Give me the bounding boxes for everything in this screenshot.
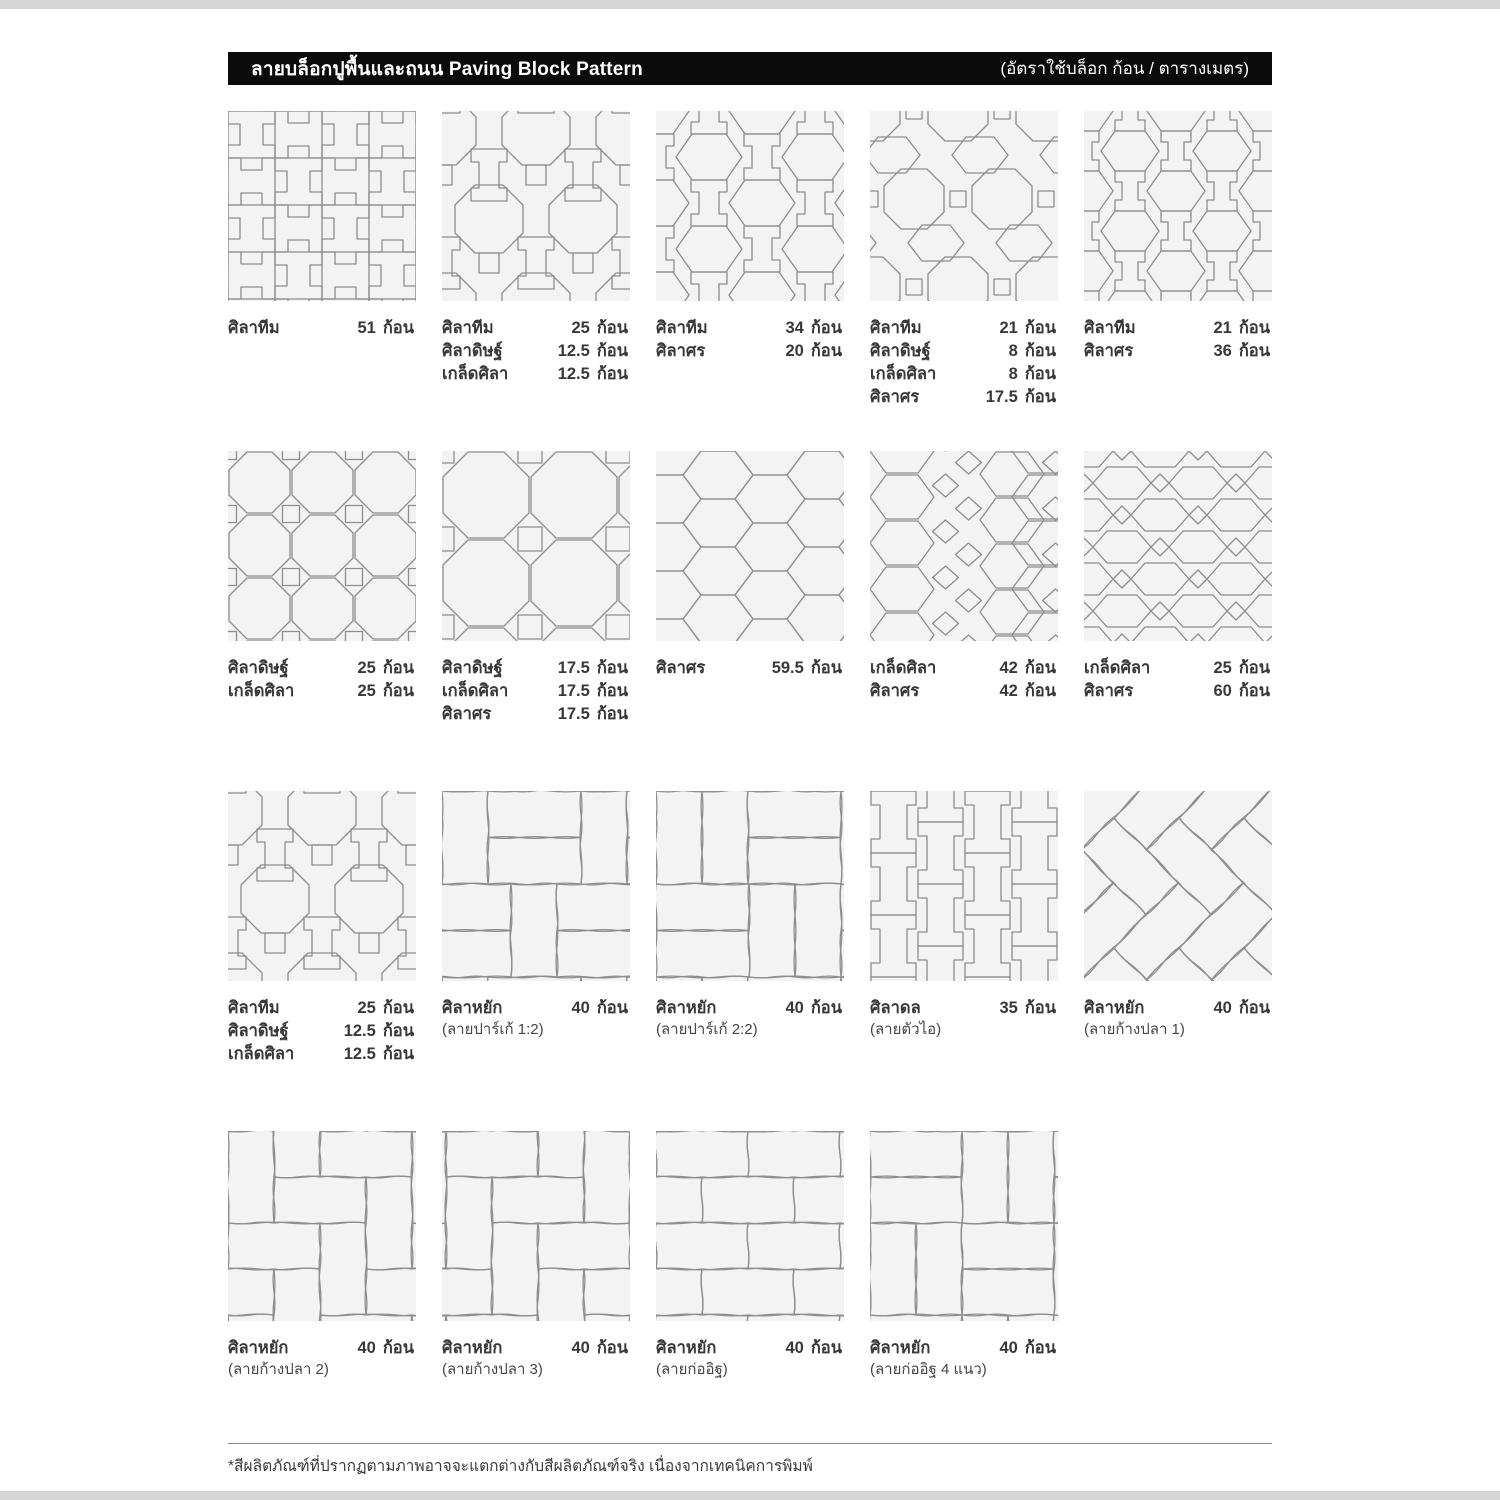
qty-number: 25 bbox=[357, 659, 376, 677]
qty-unit: ก้อน bbox=[382, 659, 414, 677]
pattern-label bbox=[656, 1337, 844, 1381]
pattern-line bbox=[442, 340, 630, 363]
qty-unit: ก้อน bbox=[382, 1045, 414, 1063]
qty-unit: ก้อน bbox=[810, 342, 842, 360]
pattern-line bbox=[442, 1337, 630, 1360]
qty-unit: ก้อน bbox=[596, 342, 628, 360]
pattern-line bbox=[228, 1337, 416, 1360]
qty-number: 40 bbox=[357, 1339, 376, 1357]
pattern-name: ศิลาดิษฐ์ bbox=[442, 342, 503, 360]
pattern-swatch bbox=[442, 791, 630, 981]
pattern-label bbox=[870, 997, 1058, 1041]
rate-note: (อัตราใช้บล็อก ก้อน / ตารางเมตร) bbox=[1000, 59, 1249, 78]
qty-unit: ก้อน bbox=[810, 999, 842, 1017]
pattern-variant: (ลายก้างปลา 2) bbox=[228, 1361, 329, 1378]
qty-unit: ก้อน bbox=[810, 319, 842, 337]
pattern-cell bbox=[1084, 791, 1272, 1131]
pattern-name: ศิลาหยัก bbox=[442, 1339, 503, 1357]
pattern-variant: (ลายปาร์เก้ 2:2) bbox=[656, 1021, 758, 1038]
qty-unit: ก้อน bbox=[1238, 659, 1270, 677]
pattern-cell bbox=[228, 111, 416, 451]
pattern-swatch bbox=[228, 1131, 416, 1321]
pattern-variant: (ลายก่ออิฐ 4 แนว) bbox=[870, 1361, 987, 1378]
qty-unit: ก้อน bbox=[1024, 319, 1056, 337]
pattern-swatch bbox=[1084, 111, 1272, 301]
pattern-label bbox=[228, 317, 416, 340]
qty-unit: ก้อน bbox=[596, 705, 628, 723]
pattern-name: ศิลาหยัก bbox=[870, 1339, 931, 1357]
qty-number: 40 bbox=[571, 999, 590, 1017]
pattern-cell bbox=[228, 451, 416, 791]
qty-number: 40 bbox=[785, 999, 804, 1017]
pattern-name: ศิลาดิษฐ์ bbox=[442, 659, 503, 677]
pattern-name: ศิลาทีม bbox=[228, 319, 280, 337]
pattern-name: ศิลาทีม bbox=[870, 319, 922, 337]
qty-number: 35 bbox=[999, 999, 1018, 1017]
pattern-qty bbox=[999, 680, 1056, 703]
pattern-name: ศิลาศร bbox=[870, 388, 920, 406]
pattern-line bbox=[656, 657, 844, 680]
qty-number: 8 bbox=[1008, 365, 1018, 383]
pattern-line bbox=[870, 997, 1058, 1020]
pattern-cell bbox=[656, 791, 844, 1131]
qty-number: 17.5 bbox=[557, 659, 590, 677]
pattern-line bbox=[442, 363, 630, 386]
qty-unit: ก้อน bbox=[1238, 319, 1270, 337]
pattern-cell bbox=[442, 791, 630, 1131]
pattern-name: ศิลาศร bbox=[656, 659, 706, 677]
pattern-line bbox=[1084, 657, 1272, 680]
qty-unit: ก้อน bbox=[810, 1339, 842, 1357]
pattern-cell bbox=[656, 451, 844, 791]
pattern-qty bbox=[999, 1337, 1056, 1360]
pattern-qty bbox=[1213, 340, 1270, 363]
content-area bbox=[228, 52, 1272, 1478]
pattern-row bbox=[228, 791, 1272, 1131]
pattern-qty bbox=[1009, 340, 1056, 363]
qty-unit: ก้อน bbox=[596, 999, 628, 1017]
pattern-cell bbox=[1084, 451, 1272, 791]
pattern-line bbox=[442, 997, 630, 1020]
qty-unit: ก้อน bbox=[1024, 659, 1056, 677]
pattern-name: ศิลาทีม bbox=[442, 319, 494, 337]
qty-number: 8 bbox=[1008, 342, 1018, 360]
pattern-line bbox=[228, 317, 416, 340]
qty-number: 36 bbox=[1213, 342, 1232, 360]
pattern-line bbox=[442, 703, 630, 726]
pattern-swatch bbox=[870, 1131, 1058, 1321]
pattern-line bbox=[870, 657, 1058, 680]
pattern-variant: (ลายก้างปลา 3) bbox=[442, 1361, 543, 1378]
qty-number: 42 bbox=[999, 682, 1018, 700]
pattern-line bbox=[1084, 340, 1272, 363]
pattern-qty bbox=[571, 1337, 628, 1360]
pattern-swatch bbox=[228, 451, 416, 641]
pattern-qty bbox=[558, 680, 628, 703]
pattern-line bbox=[1084, 997, 1272, 1020]
pattern-label bbox=[228, 997, 416, 1066]
pattern-label bbox=[1084, 997, 1272, 1041]
pattern-qty bbox=[357, 997, 414, 1020]
pattern-qty bbox=[357, 657, 414, 680]
pattern-name: ศิลาหยัก bbox=[656, 1339, 717, 1357]
qty-unit: ก้อน bbox=[596, 319, 628, 337]
pattern-line bbox=[870, 386, 1058, 409]
pattern-name: ศิลาศร bbox=[1084, 342, 1134, 360]
pattern-cell bbox=[870, 111, 1058, 451]
pattern-cell bbox=[442, 111, 630, 451]
pattern-row bbox=[228, 451, 1272, 791]
pattern-cell bbox=[656, 111, 844, 451]
pattern-qty bbox=[999, 317, 1056, 340]
pattern-name: ศิลาหยัก bbox=[1084, 999, 1145, 1017]
pattern-swatch bbox=[870, 111, 1058, 301]
pattern-variant: (ลายก่ออิฐ) bbox=[656, 1361, 728, 1378]
pattern-cell bbox=[870, 451, 1058, 791]
qty-unit: ก้อน bbox=[1024, 388, 1056, 406]
pattern-name: ศิลาหยัก bbox=[442, 999, 503, 1017]
pattern-name: เกล็ดศิลา bbox=[228, 1045, 295, 1063]
pattern-name: เกล็ดศิลา bbox=[1084, 659, 1151, 677]
pattern-swatch bbox=[656, 451, 844, 641]
pattern-qty bbox=[558, 657, 628, 680]
pattern-name: ศิลาศร bbox=[1084, 682, 1134, 700]
pattern-qty bbox=[986, 386, 1056, 409]
pattern-qty bbox=[1213, 997, 1270, 1020]
pattern-grid bbox=[228, 111, 1272, 1443]
pattern-label bbox=[656, 317, 844, 363]
pattern-cell bbox=[870, 1131, 1058, 1443]
pattern-name: ศิลาดล bbox=[870, 999, 921, 1017]
pattern-line bbox=[870, 340, 1058, 363]
pattern-line bbox=[656, 997, 844, 1020]
pattern-row bbox=[228, 1131, 1272, 1443]
pattern-line bbox=[228, 1020, 416, 1043]
pattern-swatch bbox=[442, 1131, 630, 1321]
pattern-name: เกล็ดศิลา bbox=[870, 365, 937, 383]
pattern-qty bbox=[558, 703, 628, 726]
qty-number: 40 bbox=[785, 1339, 804, 1357]
pattern-label bbox=[228, 1337, 416, 1381]
qty-number: 51 bbox=[357, 319, 376, 337]
pattern-qty bbox=[785, 317, 842, 340]
pattern-swatch bbox=[228, 791, 416, 981]
qty-number: 12.5 bbox=[343, 1045, 376, 1063]
pattern-qty bbox=[999, 997, 1056, 1020]
qty-unit: ก้อน bbox=[382, 1022, 414, 1040]
qty-number: 25 bbox=[1213, 659, 1232, 677]
pattern-qty bbox=[571, 997, 628, 1020]
pattern-name: ศิลาศร bbox=[442, 705, 492, 723]
qty-number: 12.5 bbox=[557, 365, 590, 383]
qty-number: 21 bbox=[999, 319, 1018, 337]
pattern-label bbox=[656, 997, 844, 1041]
pattern-label bbox=[442, 657, 630, 726]
qty-number: 40 bbox=[571, 1339, 590, 1357]
pattern-qty bbox=[357, 317, 414, 340]
qty-unit: ก้อน bbox=[1238, 999, 1270, 1017]
pattern-cell bbox=[656, 1131, 844, 1443]
pattern-line bbox=[656, 340, 844, 363]
pattern-row bbox=[228, 111, 1272, 451]
pattern-qty bbox=[344, 1020, 414, 1043]
pattern-name: ศิลาทีม bbox=[228, 999, 280, 1017]
pattern-line bbox=[442, 317, 630, 340]
pattern-line bbox=[442, 657, 630, 680]
pattern-line bbox=[870, 363, 1058, 386]
pattern-swatch bbox=[656, 791, 844, 981]
pattern-line bbox=[228, 1043, 416, 1066]
qty-number: 17.5 bbox=[557, 705, 590, 723]
pattern-line bbox=[656, 1337, 844, 1360]
pattern-label bbox=[870, 317, 1058, 409]
pattern-label bbox=[442, 317, 630, 386]
qty-unit: ก้อน bbox=[382, 682, 414, 700]
pattern-name: ศิลาดิษฐ์ bbox=[228, 659, 289, 677]
pattern-qty bbox=[785, 997, 842, 1020]
page-edge-top bbox=[0, 0, 1500, 9]
pattern-name: เกล็ดศิลา bbox=[442, 365, 509, 383]
pattern-swatch bbox=[442, 451, 630, 641]
pattern-label bbox=[1084, 657, 1272, 703]
qty-number: 59.5 bbox=[771, 659, 804, 677]
qty-number: 42 bbox=[999, 659, 1018, 677]
pattern-swatch bbox=[228, 111, 416, 301]
pattern-qty bbox=[1009, 363, 1056, 386]
qty-number: 17.5 bbox=[985, 388, 1018, 406]
pattern-name: ศิลาศร bbox=[656, 342, 706, 360]
pattern-qty bbox=[558, 363, 628, 386]
qty-unit: ก้อน bbox=[1238, 342, 1270, 360]
pattern-line bbox=[228, 997, 416, 1020]
qty-number: 12.5 bbox=[343, 1022, 376, 1040]
pattern-qty bbox=[357, 1337, 414, 1360]
qty-unit: ก้อน bbox=[596, 1339, 628, 1357]
pattern-label bbox=[1084, 317, 1272, 363]
pattern-variant: (ลายก้างปลา 1) bbox=[1084, 1021, 1185, 1038]
pattern-line bbox=[870, 317, 1058, 340]
qty-number: 25 bbox=[357, 999, 376, 1017]
qty-unit: ก้อน bbox=[1024, 1339, 1056, 1357]
pattern-name: เกล็ดศิลา bbox=[870, 659, 937, 677]
pattern-qty bbox=[357, 680, 414, 703]
pattern-label bbox=[870, 1337, 1058, 1381]
pattern-swatch bbox=[656, 111, 844, 301]
page-edge-bottom bbox=[0, 1491, 1500, 1500]
pattern-label bbox=[442, 1337, 630, 1381]
pattern-cell bbox=[870, 791, 1058, 1131]
pattern-swatch bbox=[656, 1131, 844, 1321]
qty-unit: ก้อน bbox=[596, 682, 628, 700]
qty-unit: ก้อน bbox=[382, 999, 414, 1017]
pattern-name: ศิลาดิษฐ์ bbox=[870, 342, 931, 360]
footnote-text: *สีผลิตภัณฑ์ที่ปรากฏตามภาพอาจจะแตกต่างกับสีผลิตภัณฑ์จริง เนื่องจากเทคนิคการพิมพ์ bbox=[228, 1458, 813, 1475]
pattern-swatch bbox=[870, 791, 1058, 981]
pattern-label bbox=[656, 657, 844, 680]
pattern-swatch bbox=[442, 111, 630, 301]
pattern-swatch bbox=[1084, 451, 1272, 641]
pattern-qty bbox=[1213, 657, 1270, 680]
pattern-qty bbox=[558, 340, 628, 363]
pattern-line bbox=[442, 680, 630, 703]
pattern-qty bbox=[785, 1337, 842, 1360]
pattern-line bbox=[228, 657, 416, 680]
pattern-label bbox=[442, 997, 630, 1041]
qty-number: 60 bbox=[1213, 682, 1232, 700]
qty-unit: ก้อน bbox=[1024, 682, 1056, 700]
qty-number: 40 bbox=[999, 1339, 1018, 1357]
pattern-name: ศิลาหยัก bbox=[228, 1339, 289, 1357]
qty-number: 25 bbox=[357, 682, 376, 700]
pattern-line bbox=[1084, 317, 1272, 340]
qty-unit: ก้อน bbox=[596, 365, 628, 383]
pattern-name: ศิลาดิษฐ์ bbox=[228, 1022, 289, 1040]
qty-number: 20 bbox=[785, 342, 804, 360]
pattern-cell bbox=[228, 791, 416, 1131]
section-header-bar bbox=[228, 52, 1272, 85]
pattern-variant: (ลายตัวไอ) bbox=[870, 1021, 942, 1038]
pattern-cell bbox=[442, 1131, 630, 1443]
qty-unit: ก้อน bbox=[810, 659, 842, 677]
qty-unit: ก้อน bbox=[1024, 999, 1056, 1017]
pattern-cell bbox=[442, 451, 630, 791]
pattern-line bbox=[228, 680, 416, 703]
pattern-qty bbox=[1213, 317, 1270, 340]
pattern-qty bbox=[999, 657, 1056, 680]
qty-unit: ก้อน bbox=[1024, 342, 1056, 360]
pattern-line bbox=[870, 680, 1058, 703]
pattern-label bbox=[228, 657, 416, 703]
qty-number: 21 bbox=[1213, 319, 1232, 337]
pattern-variant: (ลายปาร์เก้ 1:2) bbox=[442, 1021, 544, 1038]
pattern-qty bbox=[1213, 680, 1270, 703]
page-title: ลายบล็อกปูพื้นและถนน Paving Block Pattern bbox=[251, 58, 643, 80]
qty-number: 17.5 bbox=[557, 682, 590, 700]
pattern-qty bbox=[772, 657, 842, 680]
pattern-cell bbox=[228, 1131, 416, 1443]
pattern-swatch bbox=[1084, 791, 1272, 981]
pattern-name: ศิลาทีม bbox=[656, 319, 708, 337]
footer bbox=[228, 1443, 1272, 1478]
pattern-line bbox=[870, 1337, 1058, 1360]
pattern-name: ศิลาศร bbox=[870, 682, 920, 700]
pattern-qty bbox=[571, 317, 628, 340]
qty-number: 12.5 bbox=[557, 342, 590, 360]
qty-number: 40 bbox=[1213, 999, 1232, 1017]
qty-unit: ก้อน bbox=[382, 319, 414, 337]
qty-unit: ก้อน bbox=[1238, 682, 1270, 700]
pattern-name: ศิลาทีม bbox=[1084, 319, 1136, 337]
pattern-line bbox=[656, 317, 844, 340]
pattern-label bbox=[870, 657, 1058, 703]
pattern-name: เกล็ดศิลา bbox=[442, 682, 509, 700]
pattern-qty bbox=[344, 1043, 414, 1066]
qty-unit: ก้อน bbox=[1024, 365, 1056, 383]
pattern-line bbox=[1084, 680, 1272, 703]
pattern-qty bbox=[785, 340, 842, 363]
pattern-name: ศิลาหยัก bbox=[656, 999, 717, 1017]
qty-number: 25 bbox=[571, 319, 590, 337]
qty-number: 34 bbox=[785, 319, 804, 337]
pattern-name: เกล็ดศิลา bbox=[228, 682, 295, 700]
pattern-cell bbox=[1084, 111, 1272, 451]
qty-unit: ก้อน bbox=[382, 1339, 414, 1357]
pattern-swatch bbox=[870, 451, 1058, 641]
qty-unit: ก้อน bbox=[596, 659, 628, 677]
